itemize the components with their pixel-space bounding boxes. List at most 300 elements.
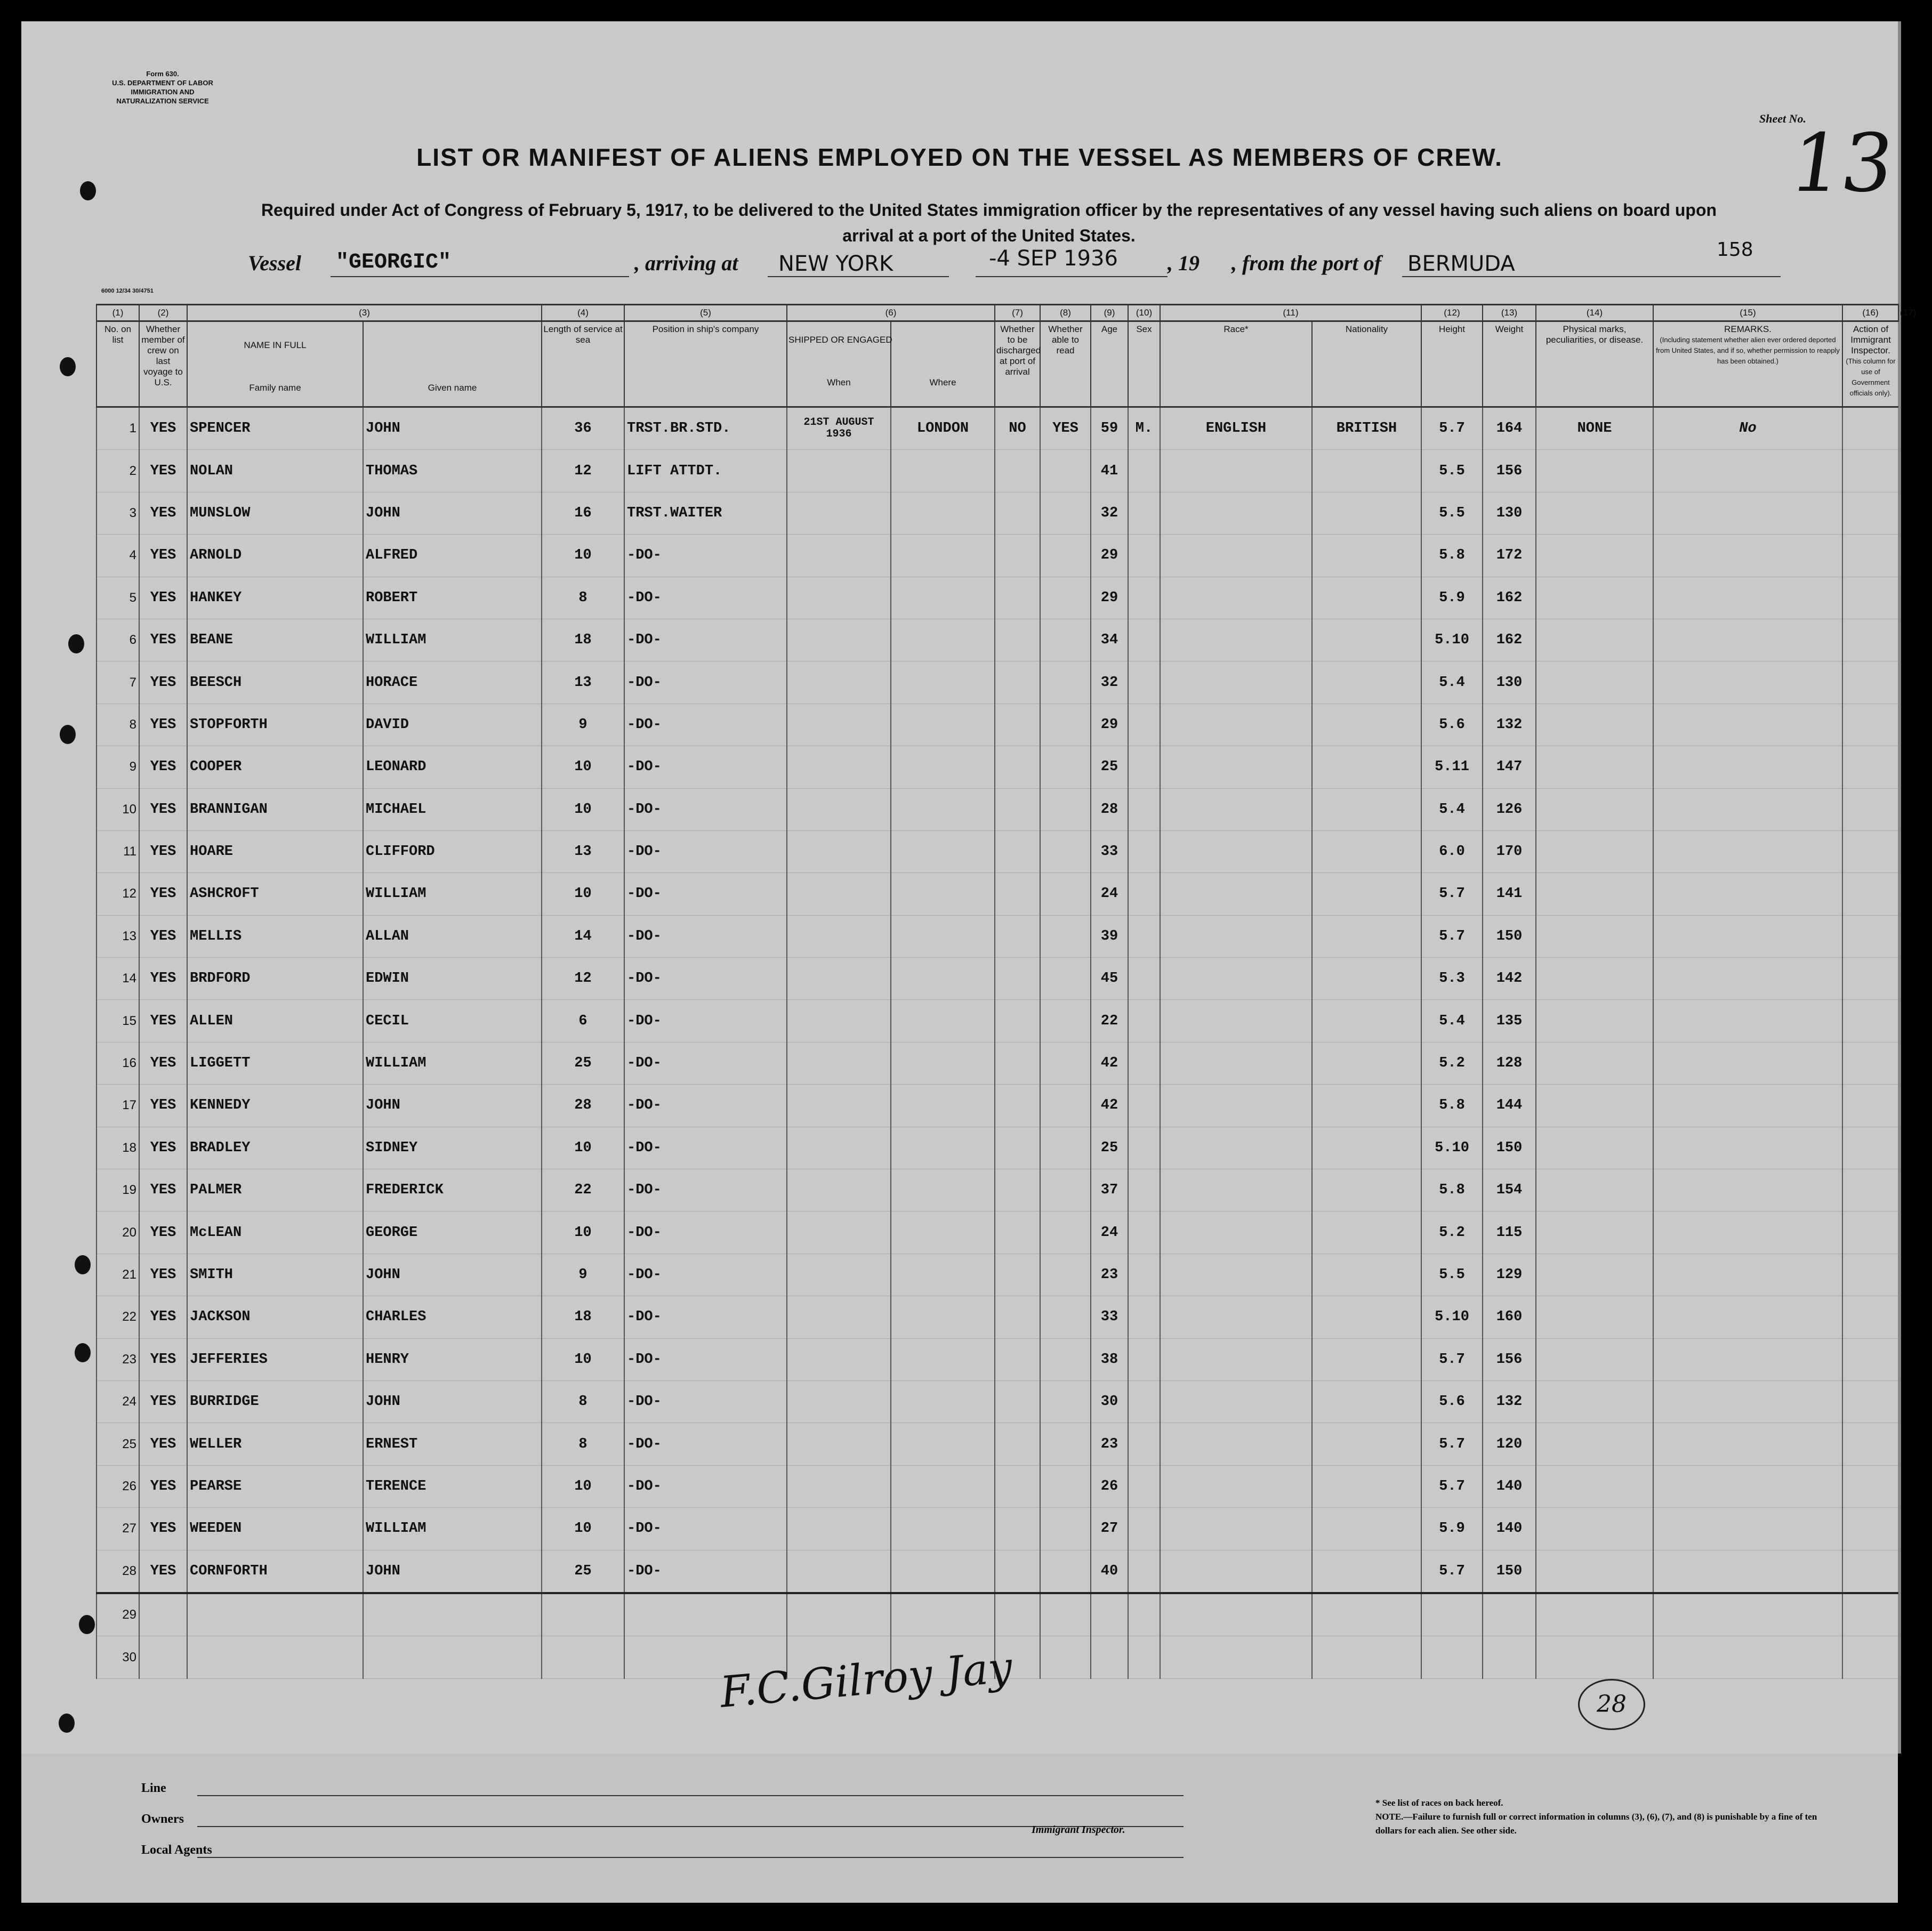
physical-marks-cell xyxy=(1536,958,1653,1000)
shipped-when-cell xyxy=(787,492,891,534)
sex-cell xyxy=(1128,1338,1160,1380)
discharged-cell xyxy=(995,577,1040,619)
remarks-cell xyxy=(1653,1338,1842,1380)
inspector-action-cell xyxy=(1842,661,1898,704)
physical-marks-cell xyxy=(1536,746,1653,788)
weight-cell: 170 xyxy=(1483,830,1536,872)
service-length-cell: 9 xyxy=(542,1254,624,1296)
row-number: 12 xyxy=(96,873,139,915)
table-row xyxy=(96,1465,1898,1507)
given-name-cell: WILLIAM xyxy=(363,1042,542,1084)
able-to-read-cell xyxy=(1040,619,1091,661)
sex-cell xyxy=(1128,577,1160,619)
header-crew-member: Whether member of crew on last voyage to U.S. xyxy=(139,321,187,407)
sex-cell xyxy=(1128,1254,1160,1296)
row-number: 24 xyxy=(96,1380,139,1423)
weight-cell: 147 xyxy=(1483,746,1536,788)
shipped-when-cell xyxy=(787,873,891,915)
nationality-cell xyxy=(1312,661,1421,704)
shipped-where-cell xyxy=(891,535,995,577)
able-to-read-cell xyxy=(1040,661,1091,704)
race-cell xyxy=(1160,1085,1312,1127)
nationality-cell: BRITISH xyxy=(1312,407,1421,450)
position-cell: TRST.BR.STD. xyxy=(624,407,787,450)
family-name-cell xyxy=(187,1636,363,1678)
physical-marks-cell xyxy=(1536,1636,1653,1678)
discharged-cell xyxy=(995,535,1040,577)
row-number: 16 xyxy=(96,1042,139,1084)
discharged-cell xyxy=(995,1593,1040,1636)
sex-cell: M. xyxy=(1128,407,1160,450)
column-number: (12) xyxy=(1421,305,1483,321)
physical-marks-cell xyxy=(1536,1296,1653,1338)
remarks-cell xyxy=(1653,704,1842,746)
header-sex: Sex xyxy=(1128,321,1160,407)
shipped-where-cell xyxy=(891,1042,995,1084)
race-cell xyxy=(1160,1127,1312,1169)
remarks-cell xyxy=(1653,1550,1842,1593)
row-number: 3 xyxy=(96,492,139,534)
table-row xyxy=(96,1423,1898,1465)
discharged-cell: NO xyxy=(995,407,1040,450)
race-cell xyxy=(1160,873,1312,915)
race-cell xyxy=(1160,1380,1312,1423)
height-cell: 5.6 xyxy=(1421,1380,1483,1423)
height-cell: 5.7 xyxy=(1421,915,1483,957)
column-number: (5) xyxy=(624,305,787,321)
shipped-where-cell xyxy=(891,619,995,661)
table-row xyxy=(96,830,1898,872)
position-cell: -DO- xyxy=(624,788,787,830)
weight-cell: 162 xyxy=(1483,577,1536,619)
given-name-cell: SIDNEY xyxy=(363,1127,542,1169)
race-cell xyxy=(1160,577,1312,619)
height-cell xyxy=(1421,1636,1483,1678)
family-name-cell: CORNFORTH xyxy=(187,1550,363,1593)
column-number: (1) xyxy=(96,305,139,321)
record-number: 158 xyxy=(1717,239,1753,261)
crew-member-cell: YES xyxy=(139,1423,187,1465)
sex-cell xyxy=(1128,746,1160,788)
height-cell: 5.8 xyxy=(1421,535,1483,577)
family-name-cell: PEARSE xyxy=(187,1465,363,1507)
row-number: 28 xyxy=(96,1550,139,1593)
row-number: 5 xyxy=(96,577,139,619)
height-cell: 5.10 xyxy=(1421,619,1483,661)
column-number: (11) xyxy=(1160,305,1421,321)
nationality-cell xyxy=(1312,1000,1421,1042)
table-row xyxy=(96,1380,1898,1423)
discharged-cell xyxy=(995,492,1040,534)
discharged-cell xyxy=(995,873,1040,915)
shipped-when-cell xyxy=(787,746,891,788)
age-cell: 25 xyxy=(1091,746,1128,788)
age-cell: 42 xyxy=(1091,1042,1128,1084)
sex-cell xyxy=(1128,1508,1160,1550)
page-subtitle: Required under Act of Congress of February 5, 1917, to be delivered to the United States immigration officer by the representatives of any vessel having such aliens on board upon arrival at a port of the United States. xyxy=(261,200,1717,245)
physical-marks-cell xyxy=(1536,619,1653,661)
service-length-cell: 8 xyxy=(542,1423,624,1465)
weight-cell xyxy=(1483,1636,1536,1678)
shipped-when-cell xyxy=(787,1000,891,1042)
able-to-read-cell xyxy=(1040,1042,1091,1084)
table-row xyxy=(96,746,1898,788)
shipped-where-cell xyxy=(891,915,995,957)
given-name-cell: CLIFFORD xyxy=(363,830,542,872)
service-length-cell: 36 xyxy=(542,407,624,450)
weight-cell xyxy=(1483,1593,1536,1636)
table-row xyxy=(96,1254,1898,1296)
nationality-cell xyxy=(1312,1465,1421,1507)
shipped-where-cell xyxy=(891,1127,995,1169)
inspector-action-cell xyxy=(1842,788,1898,830)
weight-cell: 140 xyxy=(1483,1465,1536,1507)
physical-marks-cell xyxy=(1536,915,1653,957)
weight-cell: 120 xyxy=(1483,1423,1536,1465)
given-name-cell xyxy=(363,1636,542,1678)
department: U.S. DEPARTMENT OF LABOR xyxy=(112,79,213,87)
crew-member-cell: YES xyxy=(139,535,187,577)
header-remarks: REMARKS. (Including statement whether alien ever ordered deported from United States, and if so, whether permission to reapply has been obtained.) xyxy=(1653,321,1842,407)
sex-cell xyxy=(1128,1465,1160,1507)
crew-member-cell: YES xyxy=(139,1296,187,1338)
height-cell: 5.7 xyxy=(1421,1338,1483,1380)
nationality-cell xyxy=(1312,1423,1421,1465)
discharged-cell xyxy=(995,619,1040,661)
shipped-where-cell xyxy=(891,1465,995,1507)
shipped-when-cell xyxy=(787,788,891,830)
remarks-cell: No xyxy=(1653,407,1842,450)
binder-hole xyxy=(68,634,84,653)
remarks-cell xyxy=(1653,1000,1842,1042)
remarks-cell xyxy=(1653,1127,1842,1169)
able-to-read-cell xyxy=(1040,1169,1091,1211)
given-name-cell: JOHN xyxy=(363,1085,542,1127)
nationality-cell xyxy=(1312,1550,1421,1593)
table-row xyxy=(96,1338,1898,1380)
shipped-where-cell xyxy=(891,492,995,534)
able-to-read-cell xyxy=(1040,1085,1091,1127)
header-position: Position in ship's company xyxy=(624,321,787,407)
position-cell: -DO- xyxy=(624,1127,787,1169)
age-cell: 29 xyxy=(1091,535,1128,577)
sex-cell xyxy=(1128,915,1160,957)
remarks-cell xyxy=(1653,1211,1842,1254)
shipped-where-cell xyxy=(891,873,995,915)
family-name-cell: SMITH xyxy=(187,1254,363,1296)
able-to-read-cell xyxy=(1040,450,1091,492)
shipped-when-cell xyxy=(787,577,891,619)
family-name-cell: JACKSON xyxy=(187,1296,363,1338)
given-name-cell: ALFRED xyxy=(363,535,542,577)
header-age: Age xyxy=(1091,321,1128,407)
able-to-read-cell: YES xyxy=(1040,407,1091,450)
column-number: (3) xyxy=(187,305,542,321)
family-name-cell: WELLER xyxy=(187,1423,363,1465)
vessel-name: "GEORGIC" xyxy=(336,251,452,274)
remarks-cell xyxy=(1653,1636,1842,1678)
nationality-cell xyxy=(1312,492,1421,534)
row-number: 14 xyxy=(96,958,139,1000)
given-name-cell: HORACE xyxy=(363,661,542,704)
given-name-cell: FREDERICK xyxy=(363,1169,542,1211)
height-cell: 5.4 xyxy=(1421,788,1483,830)
height-cell: 5.7 xyxy=(1421,1423,1483,1465)
service-length-cell: 10 xyxy=(542,1211,624,1254)
shipped-where-cell xyxy=(891,704,995,746)
shipped-when-cell xyxy=(787,535,891,577)
physical-marks-cell xyxy=(1536,830,1653,872)
crew-member-cell: YES xyxy=(139,1338,187,1380)
table-row xyxy=(96,1508,1898,1550)
able-to-read-cell xyxy=(1040,1508,1091,1550)
shipped-where-cell xyxy=(891,1550,995,1593)
shipped-when-cell xyxy=(787,1593,891,1636)
nationality-cell xyxy=(1312,1380,1421,1423)
form-number: Form 630. xyxy=(146,70,179,78)
table-row xyxy=(96,1169,1898,1211)
shipped-where-cell xyxy=(891,450,995,492)
crew-member-cell: YES xyxy=(139,1127,187,1169)
service-length-cell: 13 xyxy=(542,661,624,704)
row-number: 7 xyxy=(96,661,139,704)
nationality-cell xyxy=(1312,873,1421,915)
row-number: 29 xyxy=(96,1593,139,1636)
discharged-cell xyxy=(995,1211,1040,1254)
family-name-cell: KENNEDY xyxy=(187,1085,363,1127)
shipped-when-cell xyxy=(787,1254,891,1296)
remarks-cell xyxy=(1653,1508,1842,1550)
height-cell: 5.7 xyxy=(1421,1550,1483,1593)
year-label: , 19 xyxy=(1168,251,1200,275)
weight-cell: 128 xyxy=(1483,1042,1536,1084)
row-number: 6 xyxy=(96,619,139,661)
age-cell: 41 xyxy=(1091,450,1128,492)
age-cell: 30 xyxy=(1091,1380,1128,1423)
height-cell: 5.5 xyxy=(1421,492,1483,534)
from-port-label: , from the port of xyxy=(1231,251,1382,275)
service-length-cell: 10 xyxy=(542,1508,624,1550)
nationality-cell xyxy=(1312,577,1421,619)
crew-member-cell: YES xyxy=(139,661,187,704)
row-number: 20 xyxy=(96,1211,139,1254)
header-labels xyxy=(96,321,1898,407)
header-height: Height xyxy=(1421,321,1483,407)
nationality-cell xyxy=(1312,746,1421,788)
sex-cell xyxy=(1128,1593,1160,1636)
nationality-cell xyxy=(1312,830,1421,872)
position-cell: -DO- xyxy=(624,958,787,1000)
height-cell: 5.7 xyxy=(1421,873,1483,915)
height-cell: 5.7 xyxy=(1421,1465,1483,1507)
able-to-read-cell xyxy=(1040,958,1091,1000)
table-row xyxy=(96,1000,1898,1042)
sex-cell xyxy=(1128,873,1160,915)
physical-marks-cell xyxy=(1536,1550,1653,1593)
able-to-read-cell xyxy=(1040,1296,1091,1338)
family-name-cell: BURRIDGE xyxy=(187,1380,363,1423)
discharged-cell xyxy=(995,450,1040,492)
sex-cell xyxy=(1128,1636,1160,1678)
race-cell xyxy=(1160,1636,1312,1678)
service-length-cell: 14 xyxy=(542,915,624,957)
sex-cell xyxy=(1128,1211,1160,1254)
physical-marks-cell xyxy=(1536,1423,1653,1465)
crew-member-cell: YES xyxy=(139,492,187,534)
shipped-when-cell xyxy=(787,1465,891,1507)
age-cell: 42 xyxy=(1091,1085,1128,1127)
height-cell: 5.10 xyxy=(1421,1127,1483,1169)
service-length-cell: 25 xyxy=(542,1550,624,1593)
able-to-read-cell xyxy=(1040,1423,1091,1465)
crew-rows xyxy=(96,407,1898,1679)
race-cell xyxy=(1160,1000,1312,1042)
table-row xyxy=(96,704,1898,746)
race-cell xyxy=(1160,1593,1312,1636)
discharged-cell xyxy=(995,1423,1040,1465)
shipped-when-cell xyxy=(787,1338,891,1380)
position-cell: -DO- xyxy=(624,1508,787,1550)
sex-cell xyxy=(1128,1000,1160,1042)
nationality-cell xyxy=(1312,450,1421,492)
weight-cell: 164 xyxy=(1483,407,1536,450)
remarks-cell xyxy=(1653,915,1842,957)
row-number: 21 xyxy=(96,1254,139,1296)
arrival-port: NEW YORK xyxy=(778,252,893,276)
remarks-cell xyxy=(1653,830,1842,872)
able-to-read-cell xyxy=(1040,830,1091,872)
given-name-cell: EDWIN xyxy=(363,958,542,1000)
inspector-action-cell xyxy=(1842,1127,1898,1169)
given-name-cell: ROBERT xyxy=(363,577,542,619)
column-number: (10) xyxy=(1128,305,1160,321)
binder-hole xyxy=(80,181,96,200)
inspector-action-cell xyxy=(1842,1380,1898,1423)
given-name-cell: ERNEST xyxy=(363,1423,542,1465)
given-name-cell xyxy=(363,1593,542,1636)
discharged-cell xyxy=(995,1000,1040,1042)
race-cell xyxy=(1160,619,1312,661)
nationality-cell xyxy=(1312,1254,1421,1296)
shipped-when-cell xyxy=(787,1042,891,1084)
inspector-action-cell xyxy=(1842,1085,1898,1127)
given-name-cell: JOHN xyxy=(363,407,542,450)
remarks-cell xyxy=(1653,1169,1842,1211)
position-cell xyxy=(624,1593,787,1636)
able-to-read-cell xyxy=(1040,873,1091,915)
service-length-cell: 6 xyxy=(542,1000,624,1042)
weight-cell: 160 xyxy=(1483,1296,1536,1338)
nationality-cell xyxy=(1312,958,1421,1000)
footer-owners-label: Owners xyxy=(141,1812,184,1826)
circled-count: 28 xyxy=(1578,1679,1645,1730)
position-cell: -DO- xyxy=(624,1550,787,1593)
sex-cell xyxy=(1128,661,1160,704)
physical-marks-cell xyxy=(1536,1254,1653,1296)
family-name-cell: ALLEN xyxy=(187,1000,363,1042)
position-cell: -DO- xyxy=(624,873,787,915)
shipped-where-cell xyxy=(891,830,995,872)
shipped-when-cell: 21ST AUGUST 1936 xyxy=(787,407,891,450)
able-to-read-cell xyxy=(1040,1465,1091,1507)
footer-line-label: Line xyxy=(141,1781,166,1795)
nationality-cell xyxy=(1312,619,1421,661)
service-length-cell: 10 xyxy=(542,1465,624,1507)
footer-notes xyxy=(1375,1796,1845,1838)
row-number: 10 xyxy=(96,788,139,830)
position-cell: -DO- xyxy=(624,1423,787,1465)
given-name-cell: JOHN xyxy=(363,1550,542,1593)
header-given-name: Given name xyxy=(363,321,542,407)
header-no-on-list: No. on list xyxy=(96,321,139,407)
crew-member-cell: YES xyxy=(139,873,187,915)
service-length-cell: 10 xyxy=(542,788,624,830)
given-name-cell: WILLIAM xyxy=(363,619,542,661)
binder-hole xyxy=(79,1615,95,1634)
discharged-cell xyxy=(995,1296,1040,1338)
footer-agents-label: Local Agents xyxy=(141,1843,212,1857)
position-cell: -DO- xyxy=(624,1085,787,1127)
penalty-note: NOTE.—Failure to furnish full or correct information in columns (3), (6), (7), and (8) is punishable by a fine of ten dollars for each alien. See other side. xyxy=(1375,1812,1817,1836)
service-length-cell: 10 xyxy=(542,873,624,915)
table-row xyxy=(96,788,1898,830)
age-cell xyxy=(1091,1636,1128,1678)
nationality-cell xyxy=(1312,1338,1421,1380)
height-cell: 5.3 xyxy=(1421,958,1483,1000)
physical-marks-cell xyxy=(1536,704,1653,746)
given-name-cell: ALLAN xyxy=(363,915,542,957)
sex-cell xyxy=(1128,1423,1160,1465)
column-number: (4) xyxy=(542,305,624,321)
family-name-cell: WEEDEN xyxy=(187,1508,363,1550)
race-cell xyxy=(1160,661,1312,704)
service-length-cell: 10 xyxy=(542,1338,624,1380)
header-shipped-where: Where xyxy=(891,321,995,407)
physical-marks-cell xyxy=(1536,1593,1653,1636)
family-name-cell: COOPER xyxy=(187,746,363,788)
service-length-cell: 12 xyxy=(542,958,624,1000)
inspector-action-cell xyxy=(1842,873,1898,915)
position-cell: -DO- xyxy=(624,1211,787,1254)
table-row xyxy=(96,577,1898,619)
inspector-action-cell xyxy=(1842,1465,1898,1507)
race-cell xyxy=(1160,1169,1312,1211)
able-to-read-cell xyxy=(1040,1000,1091,1042)
shipped-when-cell xyxy=(787,1508,891,1550)
race-cell xyxy=(1160,1211,1312,1254)
race-cell xyxy=(1160,958,1312,1000)
discharged-cell xyxy=(995,1338,1040,1380)
shipped-where-cell: LONDON xyxy=(891,407,995,450)
age-cell: 23 xyxy=(1091,1423,1128,1465)
weight-cell: 115 xyxy=(1483,1211,1536,1254)
inspector-action-cell xyxy=(1842,1254,1898,1296)
position-cell: -DO- xyxy=(624,1000,787,1042)
shipped-where-cell xyxy=(891,1085,995,1127)
discharged-cell xyxy=(995,704,1040,746)
given-name-cell: WILLIAM xyxy=(363,873,542,915)
shipped-when-cell xyxy=(787,619,891,661)
row-number: 25 xyxy=(96,1423,139,1465)
family-name-cell: PALMER xyxy=(187,1169,363,1211)
crew-member-cell: YES xyxy=(139,788,187,830)
crew-member-cell: YES xyxy=(139,915,187,957)
discharged-cell xyxy=(995,661,1040,704)
binder-hole xyxy=(75,1255,91,1274)
column-number: (8) xyxy=(1040,305,1091,321)
crew-member-cell: YES xyxy=(139,1465,187,1507)
shipped-where-cell xyxy=(891,1211,995,1254)
